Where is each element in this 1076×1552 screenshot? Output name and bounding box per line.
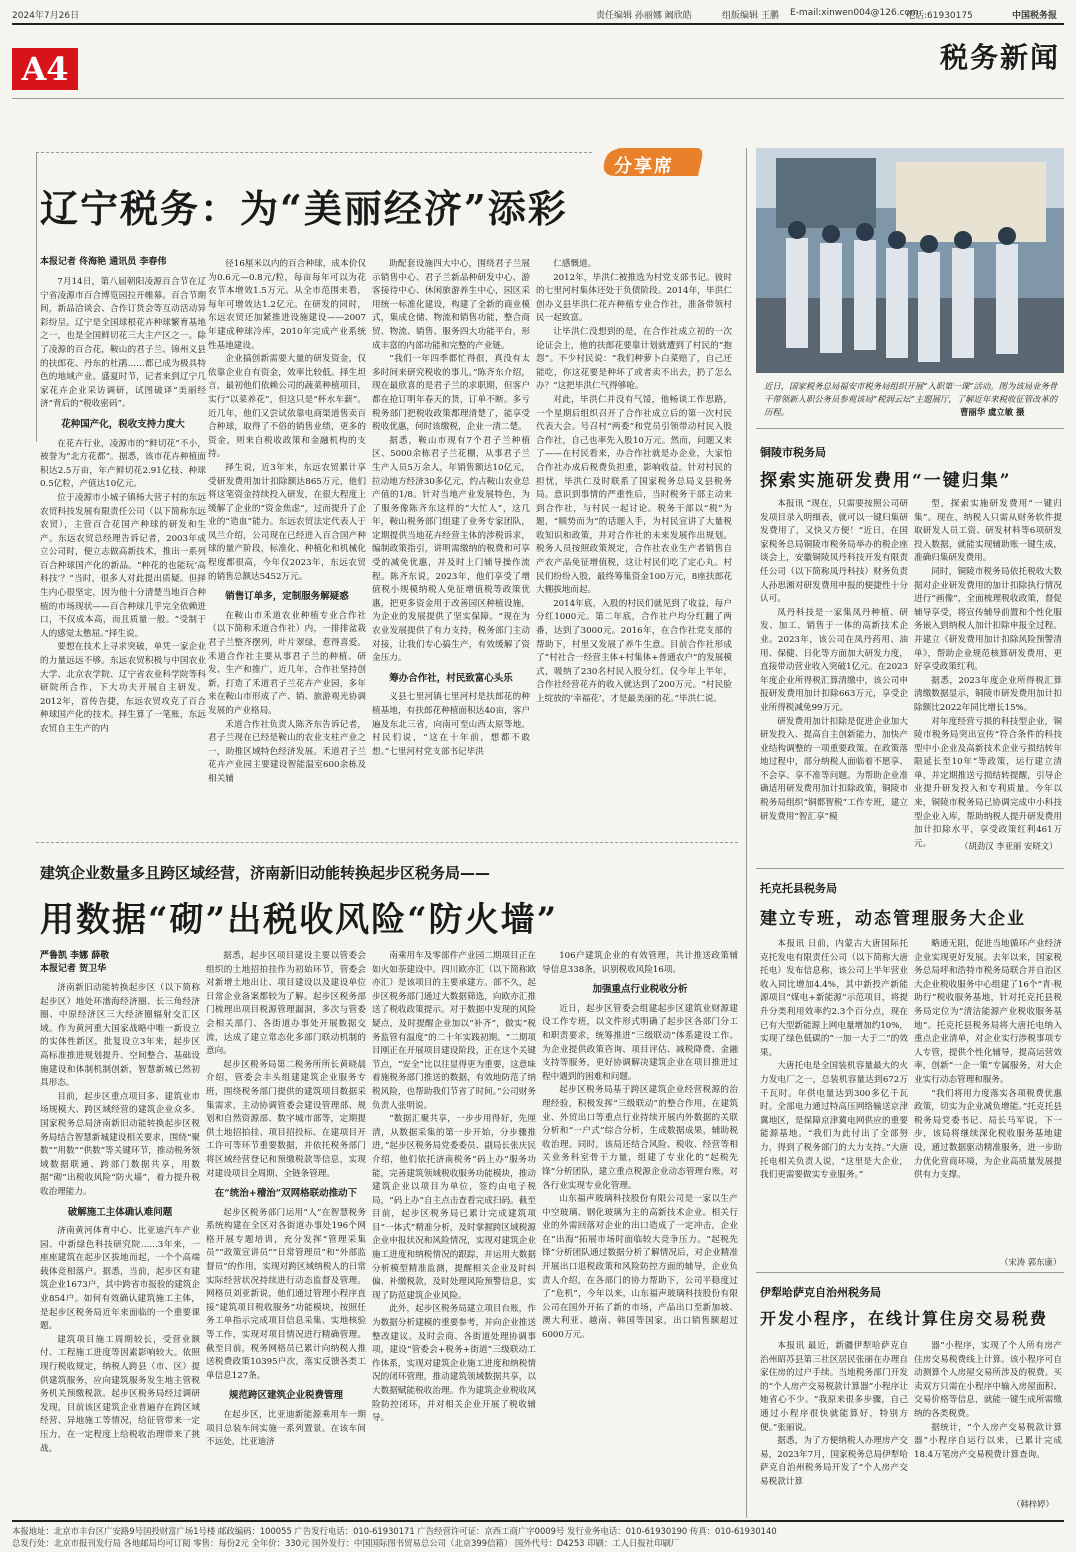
paragraph: “我们将用力度落实各项税费优惠政策，切实为企业减负增能。”托克托县税务局党委书记、局长马军说，下一步，该局将继续深化税收服务基地建设，通过数据驱动精准服务，进一步助力优化营商环境，为企业高质量发展提供有力支撑。: [914, 1088, 1062, 1181]
paragraph: 建筑项目施工周期较长，受营业额付、工程施工进度等因素影响较大。依照现行税收规定，纳税人跨县（市、区）提供建筑服务，应向建筑服务发生地主管税务机关预缴税款。起步区税务局经过调研发现，目前该区建筑企业普遍存在跨区域经营、异地施工等情况，给征管带来一定压力，在一定程度上给税收治理带来了挑战。: [40, 1334, 200, 1454]
paragraph: 据悉，鞍山市现有7个君子兰种植区、5000余栋君子兰花棚，从事君子兰生产人员5万余人，年销售额达10亿元，拉动地方经济30多亿元，约占鞍山农业总产值的1/8。针对当地产业发展特色，为了服务像陈齐东这样的“大忙人”，这几年，鞍山税务部门组建了业务专家团队，定期提供当地花卉经营主体的涉税诉求，编制政策指引，讲明需缴纳的税费和可享受的减免优惠，并及时上门辅导操作流程。陈齐东说，2023年，他们享受了增值税小规模纳税人免征增值税等政策优惠，把更多资金用于改善园区种植设施，为企业的发展提供了坚实保障。“现在为农业发展提供了有力支持，税务部门主动对接，让我们专心搞生产，有效缓解了资金压力。: [372, 435, 530, 664]
photo-caption: 近日，国家税务总局福安市税务局组织开展“入职第一课”活动。图为该局业务骨干带领新入职公务员参观该局“税润云坛”主题展厅，了解近年来税收征管改革的历程。: [764, 381, 1058, 417]
paragraph: 让毕洪仁没想到的是，在合作社成立初的一次论证会上，他的扶郎花要靠计划就遭到了村民的“抱怨”。不少村民说：“我们种萝卜白菜赔了，自己还能吃，你这花要是种坏了或者卖不出去，扔了怎么办？”这把毕洪仁气得够呛。: [536, 326, 732, 392]
paragraph: 略通无阻，促进当地循环产业经济企业实现更好发展。去年以来，国家税务总局呼和浩特市税务局联合并自治区大企业税收服务中心组建了16个“青·税助行”税收服务基地，针对托克托县税务局定位为“清洁能源产业税收服务基地”。托克托县税务局将大唐托电纳入重点企业清单，对企业实行涉税事项专人专管，提供个性化辅导，提高运营效率，创新“一企一策”专属服务，对大企业实行动态管理和服务。: [914, 939, 1062, 1085]
paragraph: 此外，起步区税务局建立项目台账，作为数据分析建模的重要参考，并向企业推送整改建议。及时会商、各街道处理协调事项，建设“管委会+税务+街道”三级联动工作体系，实现对建筑企业施工进度和纳税情况的闭环管理，推动建筑领域数据共享，以大数据赋能税收治理。作为建筑企业税收风险防控闭环，并对相关企业开展了税收辅导。: [372, 1304, 536, 1424]
footer-line-1: 本报地址：北京市丰台区广安路9号国投财富广场1号楼 邮政编码：100055 广告发行电话：010-61930171 广告经营许可证：京西工商广字0009号 发行业务电话：010-61930190 传真：010-61930140: [12, 1526, 777, 1536]
share-badge: [596, 142, 706, 182]
article3-org: 铜陵市税务局: [760, 446, 826, 459]
paragraph: 在花卉行业，凌源市的“鲜切花”不小，被誉为“北方花都”。据悉，该市花卉种植面积达2.5万亩，年产鲜切花2.91亿枝、种球0.5亿粒，产值达10亿元。: [40, 438, 206, 490]
photo-image: [756, 148, 1064, 373]
paragraph: 据悉，2023年度企业所得税汇算清缴数据显示，铜陵市研发费用加计扣除额比2022年同比增长15%。: [914, 675, 1062, 713]
paragraph: 大唐托电是全国装机容量最大的火力发电厂之一，总装机容量达到672万千瓦时。年供电量达到300多亿千瓦时。全部电力通过特高压网络输送京津冀地区，是保障京津冀电网供应的重要能源基地。“我们为此付出了全部努力，得到了税务部门的大力支持。”大唐托电相关负责人说，“这里是大企业，我们更需要做实专业服务。”: [760, 1061, 908, 1181]
header-paper: 中国税务报: [1012, 11, 1058, 21]
paragraph: 近日，起步区管委会组建起步区建筑业财源建设工作专班，以文件形式明确了起步区各部门分工和职责要求，统筹推进“三级联动”体系建设工作。为企业提供政策咨询、项目评估、减税降费、金融支持等服务，更好协调解决建筑企业在项目推进过程中遇到的困难和问题。: [542, 1003, 738, 1082]
footer-rule: [12, 1520, 1064, 1522]
article5-title: 开发小程序，在线计算住房交易税费: [760, 1309, 1049, 1328]
paragraph: 起步区税务部门运用“人”在智慧税务系统构建在全区对各街道办事处196个网格开展专题培训，充分发挥“管理采集员”“政策宣讲员”“日常管理员”和“外部监督员”的作用，实现对跨区域纳税人的日常实际经营状况持续进行动态监督及管理。网格员刘亚新说，他们通过管理小程序直接“建筑项目税收服务”功能模块，按照任务工单指示完成项目信息采集、实地核验等工作，实现对项目情况进行精确管理。截至目前，税务网格员已累计向纳税人推送税费政策10395户次，落实反馈各类工单信息127条。: [206, 1207, 366, 1381]
article4-org: 托克托县税务局: [760, 882, 837, 895]
article2-column-4: [542, 950, 738, 1512]
paragraph: 2014年底，入股的村民们就见到了收益，每户分红1000元。第二年底，合作社户均分红翻了两番，达到了3000元。2016年，在合作社党支部的帮助下，村里又发展了养牛生意。目前合作社形成了“村社合一经营主体+村集体+普通农户”的发展模式，吸纳了230名村民入股分红。仅今年上半年，合作社经营花卉的收入就达到了200万元。“村民脸上绽放的‘幸福花’，才是最美丽的花。”毕洪仁说。: [536, 598, 732, 704]
photo-credit: 曹丽华 虞立敏 摄: [960, 407, 1025, 417]
article1-left-rule: [36, 152, 37, 442]
subheading: 筹办合作社，村民致富心头乐: [389, 672, 513, 684]
article4-credit: （宋涛 郭东康）: [1000, 1257, 1062, 1267]
header-rule: [12, 23, 1064, 25]
paragraph: 山东福声玻璃科技股份有限公司是一家以生产中空玻璃、钢化玻璃为主的高新技术企业。相关行业的外需回落对企业的出口造成了一定冲击，企业在“出海”拓展市场时面临较大竞争压力。“起税先锋”分析团队通过数据分析了解情况后，对企业精准开展出口退税政策和风险防控方面的辅导，企业负责人介绍，在各部门的协力帮助下，公司平稳度过了“危机”，今年以来，山东福声玻璃科技股份有限公司在国外开拓了新的市场，产品出口至新加坡、澳大利亚、越南、韩国等国家，出口销售额超过6000万元。: [542, 1194, 738, 1341]
paragraph: 106户建筑企业的有效管理，共计推送政策辅导信息338条，识别税收风险16项。: [542, 951, 738, 975]
paragraph: 对此，毕洪仁并没有气馁，他畅谈工作思路，一个星期后组织召开了合作社成立后的第一次村民代表大会。号召村“两委”和党员引领带动村民入股合作社，自己也率先入股10万元。然而，问题又来了——在村民看来，办合作社就是办企业，大家怕合作社办成后税费负担重，影响收益。针对村民的担忧，毕洪仁及时联系了国家税务总局义县税务局。意识到事情的严重性后，当时税务干部主动来到合作社，与村民一起讨论。税务干部以“税”为题，“顺势而为”的话题入手，为村民宣讲了大量税收知识和政策，并对合作社的未来发展作出规划。税务人员按照政策规定，合作社农业生产者销售自产农产品免征增值税，这让村民们吃了定心丸。村民们纷纷入股，最终筹集资金100万元，8座扶郎花大棚拔地而起。: [536, 394, 732, 596]
paragraph: 径16厘米以内的百合种球，成本价仅为0.6元—0.8元/粒，每亩每年可以为花农节本增效1.5万元。从全市范围来看，每年可增效达1.2亿元。在研发的同时，东远农贸还加紧推进设施建设——2007年建成种球冷库，2010年完成产业系统性基地建设。: [208, 259, 366, 351]
article5-column-2: [914, 1340, 1062, 1498]
paragraph: 起步区税务局第二税务所所长黄晓晨介绍，管委会丰头组建建筑企业服务专班，围绕税务部门提供的建筑项目数据采集需求，主动协调管委会建设管理部、规划和自然资源部、数字城市部等，定期提供土地招拍挂、项目招投标、在建项目开工许可等环节重要数据，并依托税务部门将区域经营登记和预缴税款等信息，实现对建设项目全周期、全链条管理。: [206, 1059, 366, 1179]
paragraph: 济南黄河体育中心、比亚迪汽车产业园、中新绿色科技研究院……3年来，一座座建筑在起步区拔地而起，一个个高端载体竞相落户。据悉，当前，起步区有建筑企业1673户，其中跨省市报验的建筑企业854户。如何有效确认建筑施工主体，是起步区税务局近年来面临的一个重要课题。: [40, 1226, 200, 1332]
paragraph: 位于凌源市小城子镇杨大营子村的东远农贸科技发展有限责任公司（以下简称东远农贸），主营百合花国产种球的研发和生产。东远农贸总经理告诉记者，2003年成立公司时，便立志做高新技术，推出一系列百合种球国产化的新品。“种花的也能玩‘高科技’？”当时，很多人对此提出质疑。但择生内心很坚定，因为他十分清楚当地百合种植的市场现状——百合种球几乎完全依赖进口，不仅成本高，而且质量一般。“受制于人的感觉太憋屈。”择生说。: [40, 492, 206, 639]
header-email: E-mail:xinwen004@126.com: [790, 8, 919, 18]
paragraph: 济南新旧动能转换起步区（以下简称起步区）地处环渤海经济圈、长三角经济圈、中原经济区三大经济圈辐射交汇区域。作为黄河重大国家战略中唯一新设立的实体性新区，批复设立3年来，起步区高标准推进规划提升、空间整合、基础设施建设和体制机制创新，智慧新城已然初具形态。: [40, 983, 200, 1089]
article1-byline: 本报记者 佟海艳 通讯员 李春伟: [40, 257, 167, 267]
article5-column-1: [760, 1340, 908, 1508]
column-divider: [746, 148, 747, 1518]
article2-column-2: [206, 950, 366, 1512]
paragraph: 器”小程序，实现了个人所有房产住房交易税费线上计算。该小程序可自动测算个人房屋交易所涉及的税费。买卖双方只需在小程序中输入房屋面积、交易价格等信息，就能一键生成所需缴纳的各类税费。: [914, 1341, 1062, 1419]
article2-column-3: [372, 950, 536, 1512]
article4-column-2: [914, 938, 1062, 1254]
subheading: 花种国产化，税收支持力度大: [61, 418, 185, 430]
article4-title: 建立专班，动态管理服务大企业: [760, 909, 1026, 929]
article3-credit: （胡劲汉 李亚丽 安晓文）: [960, 841, 1058, 851]
subheading: 破解施工主体确认难问题: [67, 1206, 173, 1218]
paragraph: 禾道合作社负责人陈齐东告诉记者，君子兰现在已经是鞍山的农业支柱产业之一，助推区域特色经济发展。禾道君子兰花卉产业园主要建设智能温室600余栋及相关辅: [208, 719, 366, 784]
article1-top-rule: [36, 152, 592, 153]
header-phone: 电话:61930175: [906, 11, 973, 21]
subheading: 在“统治+稽治”双网格联动推动下: [214, 1188, 358, 1200]
article1-column-1: [40, 276, 206, 838]
article2-byline: 严鲁凯 李娜 薛敬 本报记者 贺卫华: [40, 951, 110, 974]
paragraph: 凤丹科技是一家集凤丹种植、研发、加工、销售于一体的高新技术企业。2023年，该公司在凤丹药用、油用、保健、日化等方面加大研发力度，直接带动营业收入突破1亿元。在2023年度企业所得税汇算清缴中，该公司申报研发费用加计扣除663万元，享受企业所得税减免99万元。: [760, 607, 908, 713]
paragraph: “我们一年四季都忙得很，真没有太多时间来研究税收的事儿。”陈齐东介绍，现在最欣喜的是君子兰的求职期，但客户都在抢订明年春天的货，订单不断。多亏税务部门把税收政策都理清楚了，能享受税收优惠，何时该缴税，企业一清二楚。: [372, 354, 530, 433]
page-number: A4: [12, 48, 78, 90]
article3-title: 探索实施研发费用“一键归集”: [760, 471, 1012, 491]
paragraph: 择生说，近3年来，东远农贸累计享受研发费用加计扣除额达865万元，他们将这笔资金持续投入研发，在很大程度上缓解了企业的“资金焦虑”，过而提升了企业的“造血”能力。东远农贸法定代表人于凤兰介绍，公司现在已经进入百合国产种球的量产阶段，标准化、种植化和机械化程度都很高，今年仅2023年，东远农贸的销售总额达5452万元。: [208, 462, 366, 582]
paragraph: 据悉，起步区项目建设主要以管委会组织的土地招拍挂作为初始环节，管委会对新增土地出让、项目建设以及建设单位日常企业备案都较为了解。起步区税务部门梳理出项目税源管理漏洞，多次与管委会相关部门、各街道办事处开展数据交流，达成了建立常态化多部门联动机制的意向。: [206, 951, 366, 1057]
article2-column-1: [40, 982, 200, 1512]
paragraph: 目前，起步区重点项目多、建筑业市场规模大、跨区域经营的建筑企业众多。国家税务总局济南新旧动能转换起步区税务局结合智慧新城建设相关要求，围绕“聚数”“用数”“供数”等关键环节，推动税务领域数据联通、跨部门数据共享，用数据“砌”出税收风险“防火墙”，着力提升税收治理能力。: [40, 1091, 200, 1197]
right-rule-1: [756, 428, 1064, 429]
paragraph: 义县七里河镇七里河村是扶郎花的种植基地，有扶郎花种植面积达40亩，客户遍及东北三省，向南可至山西太原等地。村民们说，“这在十年前，想都不敢想。”七里河村党支部书记毕洪: [372, 692, 530, 757]
paragraph: 企业搞创新需要大量的研发资金，仅依靠企业自有资金，效率比较低。择生坦言，最初他们依赖公司的蔬菜种植项目，实行“以菜养花”，但这只是“杯水车薪”。近几年，他们又尝试依靠电商渠道售卖百合种球，取得了不俗的销售业绩，更多的资金，则来自税收政策和金融机构的支持。: [208, 354, 366, 460]
paragraph: 本报讯 最近，新疆伊犁哈萨克自治州昭苏县第三社区居民张丽在办理自家住房的过户手续。当地税务部门开发的“个人房产交易税款计算器”小程序让她省心不少。“我原来很多步骤，自己通过小程序很快就能算好，特别方便。”张丽说。: [760, 1341, 908, 1433]
paragraph: 据统计，“个人房产交易税款计算器”小程序自运行以来，已累计完成18.4万笔房产交易税费计算查询。: [914, 1422, 1062, 1460]
article4-column-1: [760, 938, 908, 1268]
footer-line-2: 总发行处：北京市报刊发行局 各地邮局均可订阅 零售：每份2元 全年价：330元 国外发行：中国国际图书贸易总公司（北京399信箱） 国外代号：D4253 印刷：工人日报社印刷厂: [12, 1538, 680, 1548]
news-photo: [756, 148, 1064, 373]
paragraph: 7月14日，第八届朝阳凌源百合节在辽宁省凌源市百合博览园拉开帷幕。百合节期间，新品洽谈会、合作订货会等互动活动异彩纷呈。辽宁是全国球根花卉种球繁育基地之一，也是全国鲜切花三大主产区之一。除了凌源的百合花，鞍山的君子兰、锦州义县的扶郎花、丹东的杜鹃……都已成为极具特色的地域产业。盛夏时节，记者来到辽宁几家花卉企业采访调研，试图破译“美丽经济”背后的“税收密码”。: [40, 277, 206, 410]
article1-title: 辽宁税务：为“美丽经济”添彩: [40, 186, 568, 231]
article5-credit: （韩梓婷）: [1012, 1499, 1054, 1509]
article1-column-2: [208, 258, 366, 838]
paragraph: 南乘用车及零部件产业园二期项目正在如火如荼建设中。四川欧亦汇（以下简称欧亦汇）是该项目的主要承建方。部不久，起步区税务部门通过大数据筛选，向欧亦汇推送了税收政策提示。对于数据中发现的风险疑点，及时提醒企业加以“补齐”，做实“税务监管有温度”的二十年实践初期。“二期项目刚正在开展项目建设阶段，正在这个关键节点，“安全”比以往显得更为重要，这意味着施税务部门推送的数据，有效地防范了纳税风险，也帮助我们节省了时间。”公司财务负责人张明说。: [372, 951, 536, 1111]
paragraph: “数据汇聚共享，一步步用得好，先厘清，从数据采集的第一步开始，分步骤推进，”起步区税务局党委委员、副局长张庆民介绍，他们依托济南税务“码上办”服务功能，完善建筑领域税收服务功能模块，推动建筑企业以项目为单位，签约由电子税局，“码上办”自主点击查看完成扫码。截至目前，起步区税务局已累计完成建筑项目“一体式”精准分析，及时掌握跨区域税源企业申报状况和风险情况，实现对建筑企业施工进度和纳税情况的跟踪，并运用大数据分析模型精准监测，提醒相关企业及时纠偏、补缴税款，及时处理风险预警信息，实现了防范建筑企业风险。: [372, 1114, 536, 1301]
article1-column-4: [536, 258, 732, 838]
page-footer: [12, 1525, 1064, 1549]
right-rule-3: [756, 1272, 1064, 1273]
paragraph: 要想在技术上寻求突破，单凭一家企业的力量远远不够。东远农贸积极与中国农业大学、北京农学院、辽宁省农业科学院等科研院所合作，下大功夫开展自主研发。2012年，首传告捷，东远农贸攻克了百合种球国产化的技术。择生算了一笔账，东远农贸自主生产的内: [40, 642, 206, 734]
paragraph: 研发费用加计扣除是促进企业加大研发投入、提高自主创新能力，加快产业结构调整的一项重要政策。在政策落地过程中，部分纳税人面临着不愿享、不会享、享不准等问题。为帮助企业准确适用研发费用加计扣除政策，铜陵市税务局组织“铜都智税”工作专班，建立研发费用“智汇享”模: [760, 716, 908, 822]
badge-label: 分享席: [614, 156, 674, 177]
paragraph: 在鞍山市禾道农业种植专业合作社（以下简称禾道合作社）内，一排排盆栽君子兰整齐摆列，叶片翠绿，惹得喜爱。禾道合作社主要从事君子兰的种植、研发、生产和推广，近几年，合作社坚持创新，打造了禾道君子兰花卉产业园，多年来在鞍山市形成了产、销、旅游观光协调发展的产业格局。: [208, 610, 366, 716]
header-layout: 组版编辑 王鹏: [722, 11, 779, 21]
section-title: 税务新闻: [939, 41, 1060, 74]
article1-column-3: [372, 258, 530, 838]
page-header: [0, 0, 1076, 22]
paragraph: 2012年，毕洪仁被推选为村党支部书记。彼时的七里河村集体还处于负债阶段。2014年，毕洪仁创办义县毕洪仁花卉种植专业合作社，准备带领村民一起致富。: [536, 272, 732, 324]
header-date: 2024年7月26日: [12, 11, 80, 21]
subheading: 规范跨区建筑企业税费管理: [228, 1390, 343, 1402]
paragraph: 起步区税务局基于跨区建筑企业经营税源的治理经验，积极发挥“三级联动”的整合作用，在建筑业、外贸出口等重点行业持续开展内外数据的关联分析和“一户式”综合分析，生成数据成果，辅助税收治理。同时，该局还结合风险、税收、经营等相关业务科室骨干力量，组建了专业化的“起税先锋”分析团队，建立重点税源企业动态管理台账，对各行业实现专业化管理。: [542, 1085, 738, 1191]
article1-bottom-rule: [36, 842, 738, 843]
paragraph: 型，探索实施研发费用“一键归集”。现在，纳税人只需从财务软件提取研发人员工资、研发材料等6项研发投入数据，就能实现辅助账一键生成，准确归集研发费用。: [914, 499, 1062, 564]
header-editor: 责任编辑 孙丽娜 阚欣皓: [596, 11, 692, 21]
article3-column-1: [760, 498, 908, 848]
paragraph: 仁感慨道。: [553, 259, 597, 269]
masthead-rule: [12, 98, 1064, 99]
paragraph: 助配套设施四大中心，围绕君子兰展示销售中心、君子兰新品种研发中心、游客接待中心、休闲旅游养生中心，园区采用统一标准化建设，构建了全新的商业模式，集成仓储、物流和销售功能，整合商贸、物流、销售、服务四大功能平台，形成丰富的内部功能和完整的产业链。: [372, 259, 530, 351]
paragraph: 本报讯 日前，内蒙古大唐国际托克托发电有限责任公司（以下简称大唐托电）发布信息称，该公司上半年营业收入同比增加4.4%，其中新投产新能源项目“煤电+新能源”示范项目，将提升分类利用效率约2.3个百分点，现在已有大型新能源上网电量增加约10%，实现了绿色低碳的“一加一大于二”的效果。: [760, 939, 909, 1058]
paragraph: 本报讯 “现在，只需要按照公司研发项目录入明细表，就可以一键归集研发费用了，又快又方便！”近日，在国家税务总局铜陵市税务局举办的税企座谈会上，安徽铜陵凤丹科技开发有限责任公司（以下简称凤丹科技）财务负责人孙思湘对研发费用申报的便捷性十分认可。: [760, 499, 908, 605]
subheading: 销售订单多，定制服务解疑惑: [225, 591, 349, 603]
paragraph: 在起步区，比亚迪新能源乘用车一期项目总装车间实施一系列置景。在该车间不远处，比亚迪济: [206, 1410, 366, 1448]
subheading: 加强重点行业税收分析: [592, 984, 688, 996]
right-rule-2: [756, 868, 1064, 869]
paragraph: 同时，铜陵市税务局依托税收大数据对企业研发费用的加计扣除执行情况进行“画像”，全面梳理税收政策，督促辅导享受，将宣传辅导前置和个性化服务嵌入到纳税人加计扣除申报全过程。并建立《研发费用加计扣除风险预警清单》，帮助企业规范核算研发费用，更好享受政策红利。: [914, 566, 1062, 673]
article5-org: 伊犁哈萨克自治州税务局: [760, 1286, 881, 1299]
article2-title: 用数据“砌”出税收风险“防火墙”: [40, 900, 559, 940]
paragraph: 据悉，为了方便纳税人办理房产交易，2023年7月，国家税务总局伊犁哈萨克自治州税务局开发了“个人房产交易税款计算: [760, 1436, 908, 1487]
paragraph: 对年度经营亏损的科技型企业，铜陵市税务局突出宣传“符合条件的科技型中小企业及高新技术企业亏损结转年限延长至10年”等政策，运行建立清单，并定期推送亏损结转提醒，引导企业提升研发投入和专利质量。今年以来，铜陵市税务局已协调完成中小科技型企业入库，帮助纳税人提升研发费用加计扣除水平，享受政策红利461万元。: [914, 716, 1062, 849]
article2-kicker: 建筑企业数量多且跨区域经营，济南新旧动能转换起步区税务局——: [40, 864, 491, 882]
